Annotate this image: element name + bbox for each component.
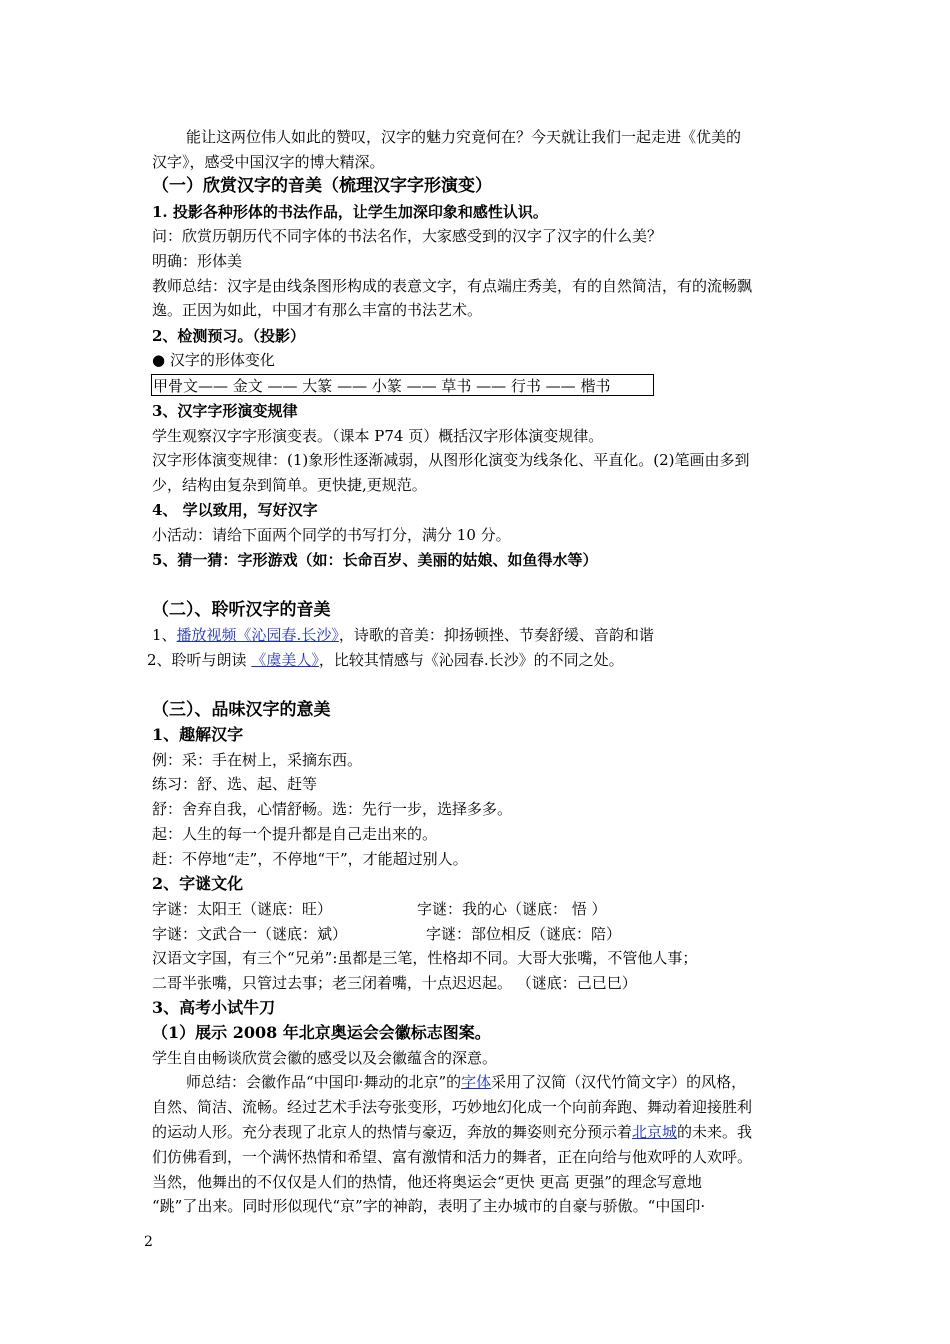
section-1-question: 问：欣赏历朝历代不同字体的书法名作，大家感受到的汉字了汉字的什么美？	[152, 227, 663, 245]
riddle-row-1	[152, 900, 812, 918]
section-1-summary-line-2: 逸。正因为如此，中国才有那么丰富的书法艺术。	[152, 301, 483, 319]
paragraph-line-1: 学生自由畅谈欣赏会徽的感受以及会徽蕴含的深意。	[152, 1049, 498, 1067]
section-3-sub-1: 1、趣解汉字	[152, 725, 244, 744]
font-link[interactable]: 字体	[461, 1073, 492, 1091]
section-1-item-1: 1. 投影各种形体的书法作品，让学生加深印象和感性认识。	[152, 203, 548, 221]
paragraph-line-2	[186, 1073, 846, 1091]
section-2-line-1-suffix: ，诗歌的音美：抑扬顿挫、节奏舒缓、音韵和谐	[338, 626, 654, 644]
paragraph-line-7: “跳”了出来。同时形似现代“京”字的神韵，表明了主办城市的自豪与骄傲。“中国印·	[152, 1197, 706, 1215]
section-1-item-5: 5、猜一猜：字形游戏（如：长命百岁、美丽的姑娘、如鱼得水等）	[152, 551, 598, 569]
section-3-sub-2: 2、字谜文化	[152, 874, 244, 893]
yumeiren-link[interactable]: 《虞美人》	[251, 651, 319, 669]
paragraph-line-2b: 采用了汉简（汉代竹简文字）的风格，	[491, 1073, 747, 1091]
section-1-item-3: 3、汉字字形演变规律	[152, 402, 298, 420]
riddle-line-4: 二哥半张嘴，只管过去事；老三闭着嘴，十点迟迟起。 （谜底：己已巳）	[152, 974, 637, 992]
section-3-sub-3-1: （1）展示 2008 年北京奥运会会徽标志图案。	[152, 1023, 491, 1042]
section-2-line-2-suffix: ，比较其情感与《沁园春.长沙》的不同之处。	[318, 651, 624, 669]
paragraph-line-5: 们仿佛看到，一个满怀热情和希望、富有激情和活力的舞者，正在向给与他欢呼的人欢呼。	[152, 1148, 753, 1166]
example-line-2: 练习：舒、选、起、赶等	[152, 775, 318, 793]
paragraph-line-4a: 的运动人形。充分表现了北京人的热情与豪迈，奔放的舞姿则充分预示着	[152, 1123, 633, 1141]
page-number: 2	[144, 1234, 153, 1250]
section-1-summary-line-1: 教师总结：汉字是由线条图形构成的表意文字，有点端庄秀美，有的自然简洁，有的流畅飘	[152, 277, 753, 295]
section-2-line-1	[152, 626, 812, 644]
beijing-city-link[interactable]: 北京城	[632, 1123, 678, 1141]
section-1-item-2: 2、检测预习。（投影）	[152, 327, 305, 345]
script-evolution-box: 甲骨文—— 金文 —— 大篆 —— 小篆 —— 草书 —— 行书 —— 楷书	[151, 374, 654, 396]
intro-line-2: 汉字》，感受中国汉字的博大精深。	[152, 153, 385, 171]
section-3-title: （三）、品味汉字的意美	[152, 700, 331, 720]
section-2-title: （二）、聆听汉字的音美	[152, 600, 331, 620]
play-video-link[interactable]: 播放视频《沁园春.长沙》	[176, 626, 339, 644]
riddle-2b: 字谜：部位相反（谜底：陪）	[426, 925, 622, 943]
paragraph-line-4b: 的未来。我	[677, 1123, 753, 1141]
section-1-item-3-text: 学生观察汉字字形演变表。（课本 P74 页）概括汉字形体演变规律。	[152, 427, 604, 445]
paragraph-line-2a: 师总结：会徽作品“中国印·舞动的北京”的	[186, 1073, 462, 1091]
section-3-sub-3: 3、高考小试牛刀	[152, 998, 276, 1017]
intro-line-1: 能让这两位伟人如此的赞叹，汉字的魅力究竟何在？今天就让我们一起走进《优美的	[186, 128, 742, 146]
example-line-5: 赶：不停地“走”，不停地“干”，才能超过别人。	[152, 850, 468, 868]
riddle-row-2	[152, 925, 812, 943]
section-1-item-4-text: 小活动：请给下面两个同学的书写打分，满分 10 分。	[152, 526, 511, 544]
example-line-1: 例：采：手在树上，采摘东西。	[152, 751, 363, 769]
riddle-1a: 字谜：太阳王（谜底：旺）	[152, 900, 333, 918]
example-line-4: 起：人生的每一个提升都是自己走出来的。	[152, 825, 438, 843]
riddle-2a: 字谜：文武合一（谜底：斌）	[152, 925, 348, 943]
section-1-rule-line-1: 汉字形体演变规律：(1)象形性逐渐减弱，从图形化演变为线条化、平直化。(2)笔画由多到	[152, 451, 750, 469]
section-1-title: （一）欣赏汉字的音美（梳理汉字字形演变）	[152, 176, 492, 196]
section-2-line-2-prefix: 2、聆听与朗读	[147, 651, 252, 669]
riddle-1b: 字谜：我的心（谜底： 悟 ）	[417, 900, 607, 918]
section-1-bullet: ● 汉字的形体变化	[152, 351, 275, 369]
section-1-answer: 明确：形体美	[152, 252, 243, 270]
paragraph-line-4	[152, 1123, 812, 1141]
section-2-line-2	[147, 651, 807, 669]
section-1-item-4: 4、 学以致用，写好汉字	[152, 501, 318, 519]
example-line-3: 舒：舍弃自我，心情舒畅。选：先行一步，选择多多。	[152, 800, 513, 818]
section-2-line-1-prefix: 1、	[152, 626, 177, 644]
riddle-line-3: 汉语文字国，有三个“兄弟”:虽都是三笔，性格却不同。大哥大张嘴，不管他人事；	[152, 949, 698, 967]
paragraph-line-3: 自然、简洁、流畅。经过艺术手法夸张变形，巧妙地幻化成一个向前奔跑、舞动着迎接胜利	[152, 1098, 753, 1116]
section-1-rule-line-2: 少，结构由复杂到简单。更快捷,更规范。	[152, 476, 427, 494]
paragraph-line-6: 当然，他舞出的不仅仅是人们的热情，他还将奥运会“更快 更高 更强”的理念写意地	[152, 1173, 702, 1191]
